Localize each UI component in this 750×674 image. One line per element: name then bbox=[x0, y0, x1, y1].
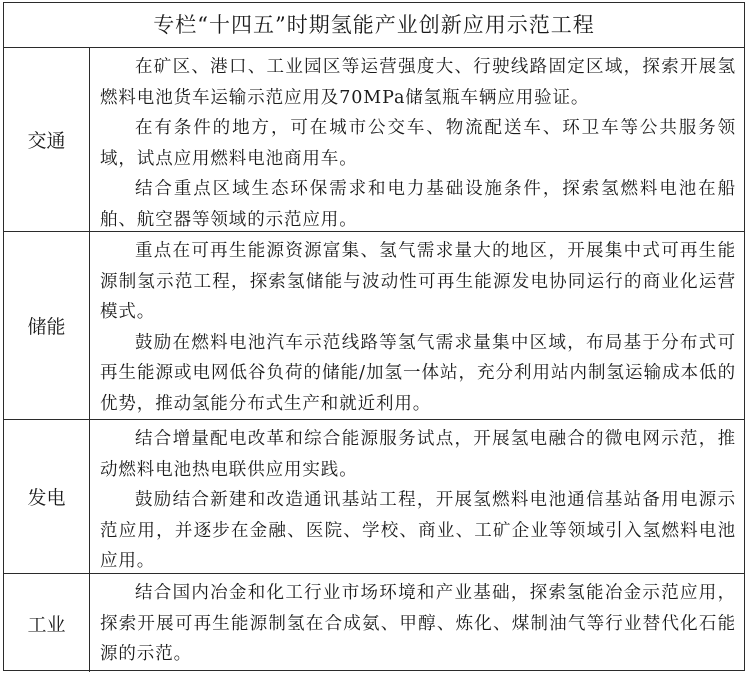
paragraph: 结合增量配电改革和综合能源服务试点，开展氢电融合的微电网示范，推动燃料电池热电联供应用实践。 bbox=[100, 429, 736, 480]
table-title: 专栏“十四五”时期氢能产业创新应用示范工程 bbox=[4, 3, 744, 48]
special-column-table bbox=[3, 2, 745, 671]
paragraph: 鼓励在燃料电池汽车示范线路等氢气需求量集中区域，布局基于分布式可再生能源或电网低谷负荷的储能/加氢一体站，充分利用站内制氢运输成本低的优势，推动氢能分布式生产和就近利用。 bbox=[100, 332, 736, 414]
paragraph: 结合重点区域生态环保需求和电力基础设施条件，探索氢燃料电池在船舶、航空器等领域的示范应用。 bbox=[100, 179, 736, 230]
table-row-power bbox=[4, 420, 744, 574]
table-row-storage bbox=[4, 232, 744, 420]
row-category: 发电 bbox=[4, 420, 90, 573]
row-content bbox=[90, 48, 744, 235]
paragraph: 在有条件的地方，可在城市公交车、物流配送车、环卫车等公共服务领域，试点应用燃料电池商用车。 bbox=[100, 118, 736, 169]
row-content bbox=[90, 574, 744, 670]
table-row-industry bbox=[4, 574, 744, 672]
paragraph: 在矿区、港口、工业园区等运营强度大、行驶线路固定区域，探索开展氢燃料电池货车运输示范应用及70MPa储氢瓶车辆应用验证。 bbox=[100, 57, 736, 108]
row-category: 交通 bbox=[4, 48, 90, 231]
paragraph: 重点在可再生能源资源富集、氢气需求量大的地区，开展集中式可再生能源制氢示范工程，探索氢储能与波动性可再生能源发电协同运行的商业化运营模式。 bbox=[100, 241, 736, 322]
row-category: 储能 bbox=[4, 232, 90, 419]
paragraph: 鼓励结合新建和改造通讯基站工程，开展氢燃料电池通信基站备用电源示范应用，并逐步在金融、医院、学校、商业、工矿企业等领域引入氢燃料电池应用。 bbox=[100, 490, 736, 571]
table-row-transport bbox=[4, 48, 744, 232]
paragraph: 结合国内冶金和化工行业市场环境和产业基础，探索氢能冶金示范应用，探索开展可再生能源制氢在合成氨、甲醇、炼化、煤制油气等行业替代化石能源的示范。 bbox=[100, 583, 736, 664]
row-content bbox=[90, 420, 744, 577]
row-category: 工业 bbox=[4, 574, 90, 672]
row-content bbox=[90, 232, 744, 419]
